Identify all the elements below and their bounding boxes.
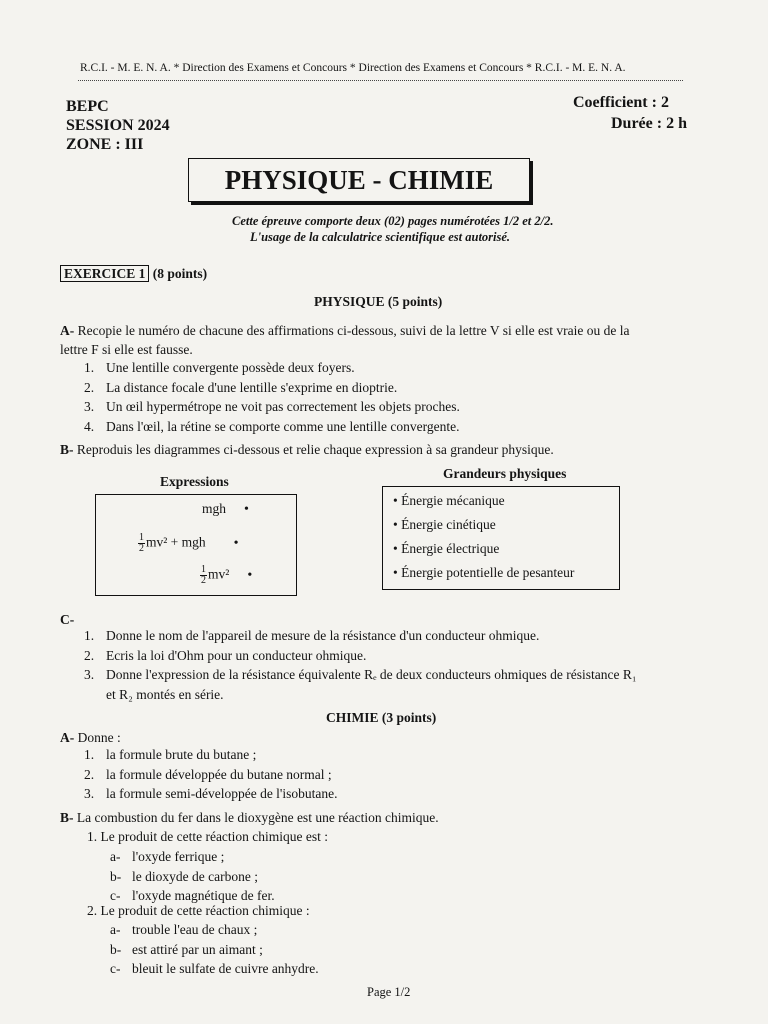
list-item: 1. Donne le nom de l'appareil de mesure de la résistance d'un conducteur ohmique. bbox=[84, 628, 540, 643]
part-c-list bbox=[84, 626, 637, 704]
header-line: R.C.I. - M. E. N. A. * Direction des Examens et Concours * Direction des Examens et Concours * R.C.I. - M. E. N. A. bbox=[80, 62, 626, 74]
grandeurs-title: Grandeurs physiques bbox=[443, 466, 567, 481]
list-item: 3. la formule semi-développée de l'isobutane. bbox=[84, 786, 338, 801]
question-1-options bbox=[110, 847, 275, 906]
physique-title: PHYSIQUE (5 points) bbox=[314, 294, 443, 309]
exam-type: BEPC bbox=[66, 98, 109, 115]
intro-line-1: Cette épreuve comporte deux (02) pages numérotées 1/2 et 2/2. bbox=[232, 214, 554, 228]
exam-session: SESSION 2024 bbox=[66, 117, 170, 134]
chimie-b-label: B- bbox=[60, 810, 74, 825]
list-item: 2. Ecris la loi d'Ohm pour un conducteur ohmique. bbox=[84, 647, 367, 663]
header-divider bbox=[78, 80, 683, 81]
part-b-text bbox=[60, 442, 554, 458]
fraction-half: $\frac{1}{2}$ bbox=[201, 564, 206, 586]
chimie-b-text: B- La combustion du fer dans le dioxygène est une réaction chimique. bbox=[60, 810, 439, 825]
part-b-label: B- bbox=[60, 442, 74, 457]
expression-mgh: mgh • bbox=[202, 501, 249, 517]
intro-line-2: L'usage de la calculatrice scientifique est autorisé. bbox=[250, 230, 511, 244]
part-b-instruction: Reproduis les diagrammes ci-dessous et relie chaque expression à sa grandeur physique. bbox=[76, 442, 554, 457]
part-a-label: A- bbox=[60, 323, 75, 338]
exam-coefficient: Coefficient : 2 bbox=[573, 94, 669, 111]
page-number: Page 1/2 bbox=[367, 985, 411, 999]
list-item: 2. La distance focale d'une lentille s'exprime en dioptrie. bbox=[84, 379, 398, 395]
part-a-text-2: lettre F si elle est fausse. bbox=[60, 342, 193, 357]
part-a-instruction: Recopie le numéro de chacune des affirmations ci-dessous, suivi de la lettre V si elle est vraie ou de la bbox=[77, 323, 630, 338]
expressions-title: Expressions bbox=[160, 474, 229, 489]
exercise-1-label: EXERCICE 1 bbox=[60, 265, 149, 282]
exercise-1-heading bbox=[60, 266, 207, 282]
list-item: 2. la formule développée du butane normal ; bbox=[84, 766, 332, 782]
grandeur-item: • Énergie cinétique bbox=[393, 517, 496, 532]
fraction-half: $\frac{1}{2}$ bbox=[139, 532, 144, 554]
grandeur-item: • Énergie électrique bbox=[393, 541, 500, 556]
list-item: a- trouble l'eau de chaux ; bbox=[110, 922, 258, 937]
expressions-box bbox=[95, 494, 297, 596]
expression-kinetic: $\frac{1}{2}$ mv² • bbox=[201, 564, 253, 586]
list-item: c- bleuit le sulfate de cuivre anhydre. bbox=[110, 961, 319, 976]
question-1: 1. Le produit de cette réaction chimique est : bbox=[87, 829, 329, 844]
list-item: b- le dioxyde de carbone ; bbox=[110, 868, 258, 884]
chimie-a-label: A- bbox=[60, 730, 75, 745]
exam-duration: Durée : 2 h bbox=[611, 115, 687, 132]
grandeurs-box bbox=[382, 486, 620, 590]
list-item: 1. Une lentille convergente possède deux foyers. bbox=[84, 360, 355, 375]
list-item: 3. Un œil hypermétrope ne voit pas correctement les objets proches. bbox=[84, 399, 460, 414]
chimie-title: CHIMIE (3 points) bbox=[326, 710, 437, 725]
list-item: 3. Donne l'expression de la résistance équivalente Rₑ de deux conducteurs ohmiques de résistance R₁ bbox=[84, 667, 637, 682]
part-a-text-1 bbox=[60, 323, 629, 339]
expression-mechanical: $\frac{1}{2}$ mv² + mgh • bbox=[139, 532, 239, 554]
list-item: 4. Dans l'œil, la rétine se comporte comme une lentille convergente. bbox=[84, 418, 460, 434]
part-a-list bbox=[84, 358, 460, 436]
exam-zone: ZONE : III bbox=[66, 136, 144, 153]
page-title-box bbox=[188, 158, 530, 202]
list-item: et R₂ montés en série. bbox=[106, 686, 224, 702]
list-item: a- l'oxyde ferrique ; bbox=[110, 849, 225, 864]
question-2: 2. Le produit de cette réaction chimique : bbox=[87, 903, 310, 918]
part-c-label: C- bbox=[60, 612, 75, 627]
question-2-options bbox=[110, 920, 319, 979]
grandeur-item: • Énergie mécanique bbox=[393, 493, 505, 508]
exercise-1-points: (8 points) bbox=[152, 266, 208, 281]
list-item: b- est attiré par un aimant ; bbox=[110, 941, 263, 957]
list-item: c- l'oxyde magnétique de fer. bbox=[110, 888, 275, 903]
list-item: 1. la formule brute du butane ; bbox=[84, 747, 257, 762]
chimie-a-list bbox=[84, 745, 337, 804]
page-title: PHYSIQUE - CHIMIE bbox=[224, 164, 494, 195]
chimie-a-text: A- Donne : bbox=[60, 730, 121, 745]
grandeur-item: • Énergie potentielle de pesanteur bbox=[393, 565, 575, 580]
